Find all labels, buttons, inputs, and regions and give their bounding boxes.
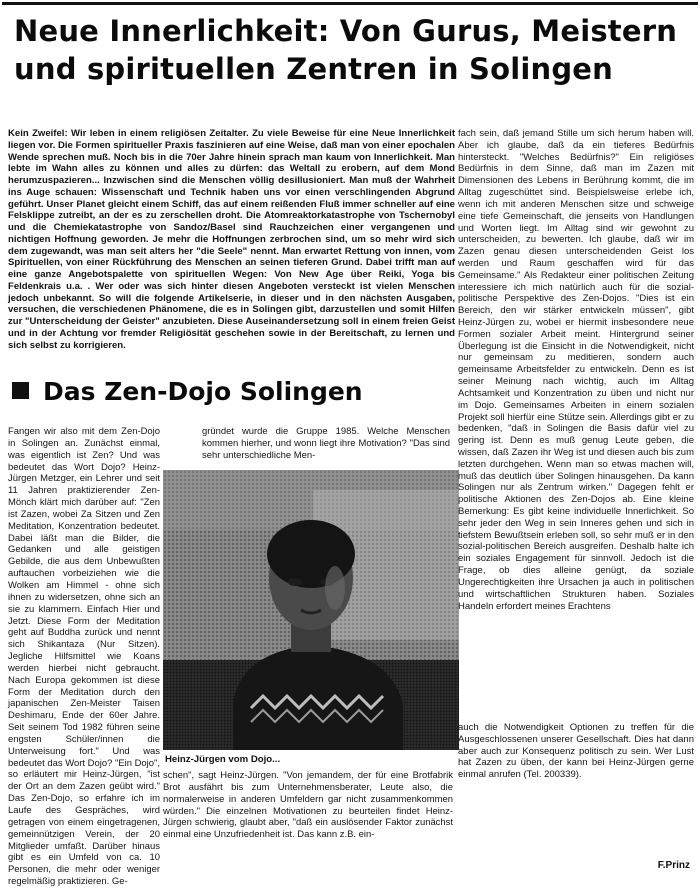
subheading-text: Das Zen-Dojo Solingen xyxy=(43,377,363,406)
headline-line-2: und spirituellen Zentren in Solingen xyxy=(14,52,614,86)
column-bottom-text: schen", sagt Heinz-Jürgen. "Von jemandem, der für eine Brotfabrik Brot ausfährt bis zum Unternehmensberater, Leute also, die normalerweise in anderen Umfeldern gar nicht zusammenkommen würden." Die einzelnen Motivationen zu beurteilen findet Heinz-Jürgen schwierig, glaubt aber, "daß ein auslösender Faktor zunächst einmal eine Unzufriedenheit ist. Das kann z.B. ein- xyxy=(163,770,453,841)
top-rule xyxy=(2,2,698,5)
column-right-end-text: auch die Notwendigkeit Optionen zu treffen für die Ausgeschlossenen unserer Gesellschaft. Dies hat dann aber auch zur Konsequenz politisch zu sein. Wer Lust hat Zazen zu üben, der kann bei Heinz-Jürgen gerne einmal anrufen (Tel. 200339). xyxy=(458,722,694,781)
lead-text: Kein Zweifel: Wir leben in einem religiösen Zeitalter. Zu viele Beweise für eine Neue Innerlichkeit liegen vor. Die Formen spiritueller Praxis faszinieren auf eine Weise, daß man von einer epochalen Wende sprechen muß. Noch bis in die 70er Jahre hinein sprach man kaum von Innerlichkeit. Man lebte im Wahn alles zu können und alles zu dürfen: das Weltall zu erobern, auf dem Mond herumzuspazieren... Inzwischen sind die Menschen völlig desillusioniert. Man muß der Wahrheit ins Auge schauen: Wissenschaft und Technik haben uns vor einen verschlingenden Abgrund geführt. Unser Planet gleicht einem Schiff, das auf einem reißenden Fluß immer schneller auf eine Felsklippe zutreibt, an der es zu zerschellen droht. Die Atomreaktorkatastrophe von Tschernobyl und die Chemiekatastrophe von Sandoz/Basel sind Rauchzeichen einer vergangenen und nichtigen Hoffnung geworden. Je mehr die Hoffnungen zerbrochen sind, um so mehr wird sich dem zugewandt, was man seit alters her "die Seele" nennt. Man erwartet Rettung von innen, vom Spirituellen, von einer Rückführung des Menschen an seinen tieferen Grund. Dabei trifft man auf eine ganze Angebotspalette von spirituellen Wegen: Von New Age über Reiki, Yoga bis Feldenkrais u.a. . Wer oder was sich hinter diesen Angeboten versteckt ist vielen Menschen jedoch unbekannt. So will die folgende Artikelserie, in dieser und in den nächsten Ausgaben, versuchen, die verschiedenen Phänomene, die es in Solingen gibt, darzustellen und somit Hilfen zur "Unterscheidung der Geister" anzubieten. Diese Auseinandersetzung soll in einem freien Geist und in der Achtung vor fremder Religiösität geschehen sowie in der Bereitschaft, zu lernen und sich selbst zu korrigieren. xyxy=(8,128,455,351)
portrait-photo xyxy=(163,470,459,750)
article-column-middle xyxy=(202,426,450,462)
headline-line-1: Neue Innerlichkeit: Von Gurus, Meistern xyxy=(14,14,678,48)
author-byline: F.Prinz xyxy=(657,860,690,871)
column-right-text: fach sein, daß jemand Stille um sich herum haben will. Aber ich glaube, daß da ein tieferes Bedürfnis hintersteckt. "Welches Bedürfnis?" Ein religiöses Bedürfnis in dem Sinne, daß man im Zazen mit Dimensionen des Lebens in Berührung kommt, die im Alltag zugeschüttet sind. Beispielsweise erlebe ich, wenn ich mit anderen Menschen sitze und schweige eine tiefe Gemeinschaft, die jenseits von Handlungen und Worten liegt. Im Alltag sind wir gewohnt zu unterscheiden, zu bewerten. Ich glaube, daß wir im Zazen genau diesen unterscheidenden Geist los werden und Raum geschaffen wird für das Gemeinsame." Als Redakteur einer politischen Zeitung interessiere ich mich natürlich auch für die sozial-politische Perspektive des Zen-Dojos. "Dies ist ein Bereich, den wir stärker entwickeln müssen", gibt Heinz-Jürgen zu, wobei er hiermit insbesondere neue Formen sozialer Arbeit meint. Hintergrund seiner Überlegung ist die Einsicht in die Notwendigkeit, nicht nur gemeinsam zu meditieren, sondern auch gemeinsame Arbeitsfelder zu entwickeln. Denn es ist seiner Meinung nach wichtig, auch im Alltag Achtsamkeit und Konzentration zu üben und nicht nur im Dojo. Gemeinsames Arbeiten in einem sozialen Projekt soll hierfür eine Stütze sein. Allerdings gibt er zu bedenken, "daß in Solingen die Basis dafür viel zu gering ist. Denn es muß genug Leute geben, die wissen, daß Zazen ihr Weg ist und diesen auch bis zum letzten durchgehen. Wenn man so etwas machen will, muß das deutlich über Solingen hinausgehen. Da kann Solingen nur als Zentrum wirken." Dagegen fehlt er politische Aktionen des Zen-Dojos ab. Eine kleine Bemerkung: Es gibt keine individuelle Innerlichkeit. So sehr jeder den Weg in sein Inneres gehen und sich in tiefstem Bewußtsein erleben soll, so sehr muß er in den sozial-politischen Bereich ausgreifen. Deshalb halte ich ein soziales Engagement für sinnvoll. Jedoch ist die Frage, ob dies alleine genügt, da soziale Ungerechtigkeiten ihre Ursachen ja auch in politischen und wirtschaftlichen Strukturen haben. Soziales Handeln erfordert meines Erachtens xyxy=(458,128,694,612)
photo-caption: Heinz-Jürgen vom Dojo... xyxy=(165,754,281,765)
lead-paragraph xyxy=(8,128,455,351)
article-column-right xyxy=(458,128,694,612)
square-bullet-icon xyxy=(12,382,29,399)
column-left-text: Fangen wir also mit dem Zen-Dojo in Solingen an. Zunächst einmal, was eigentlich ist Zen? Und was bedeutet das Wort Dojo? Heinz-Jürgen Metzger, ein Lehrer und seit 11 Jahren praktizierender Zen-Mönch klärt mich darüber auf: "Zen ist Zazen, wobei Za Sitzen und Zen Meditation, Konzentration bedeutet. Dabei läßt man die Bilder, die Gedanken und alle geistigen Gebilde, die aus dem Unbewußten auftauchen vorbeiziehen wie die Wolken am Himmel - ohne sich ihnen zu widersetzen, ohne sich an sie zu klammern. Einfach Hier und Jetzt. Diese Form der Meditation geht auf Buddha zurück und nennt sich Shikantaza (Nur Sitzen). Jegliche Hilfsmittel wie Koans werden hierbei nicht gebraucht. Nach Europa gekommen ist diese Form der Meditation durch den japanischen Zen-Meister Taisen Deshimaru, Ende der 60er Jahre. Seit seinem Tod 1982 führen seine engsten Schüler/innen die Unterweisung fort." Und was bedeutet das Wort Dojo? "Ein Dojo", so erläutert mir Heinz-Jürgen, "ist der Ort an dem Zazen geübt wird." Das Zen-Dojo, so erfahre ich im Laufe des Gespräches, wird getragen von einem eingetragenen, gemeinnützigen Verein, der 20 Mitglieder umfaßt. Darüber hinaus gibt es ein Umfeld von ca. 10 Personen, die mehr oder weniger regelmäßig praktizieren. Ge- xyxy=(8,426,160,888)
article-column-right-end xyxy=(458,722,694,781)
article-column-left xyxy=(8,426,160,888)
column-middle-text: gründet wurde die Gruppe 1985. Welche Menschen kommen hierher, und wonn liegt ihre Motivation? "Das sind sehr unterschiedliche Men- xyxy=(202,426,450,461)
subheading xyxy=(12,376,452,408)
article-column-bottom xyxy=(163,770,453,841)
portrait-photo-graphic xyxy=(163,470,459,750)
headline xyxy=(14,12,694,88)
